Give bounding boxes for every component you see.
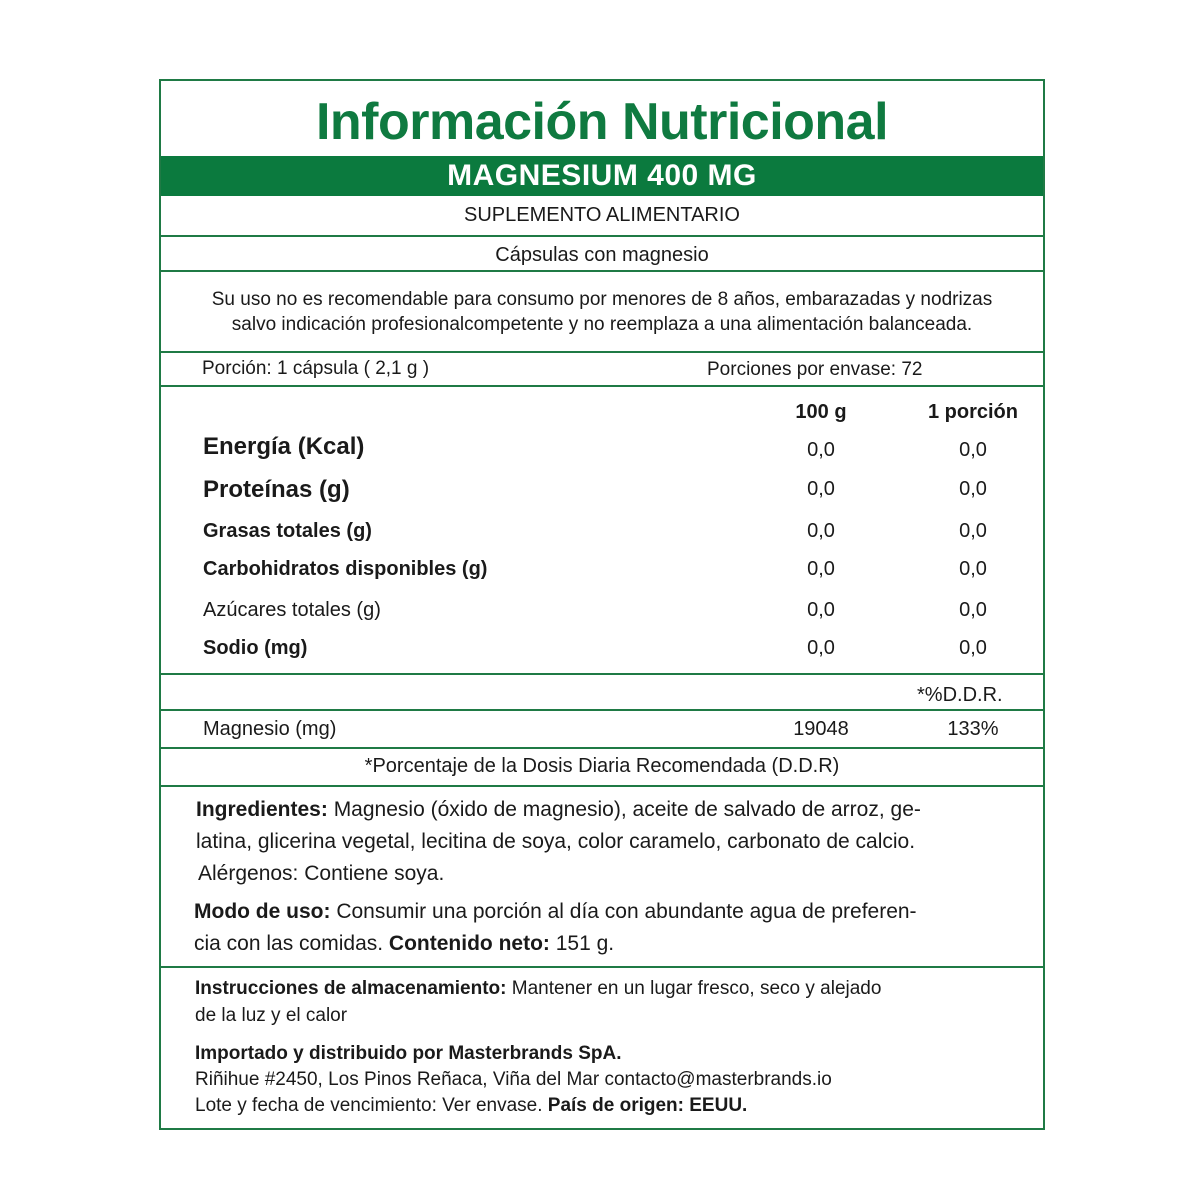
nutrient-name: Carbohidratos disponibles (g) [203, 558, 488, 580]
value-portion: 0,0 [959, 478, 987, 500]
nutrient-name: Azúcares totales (g) [203, 599, 381, 621]
divider [161, 351, 1043, 353]
value-100g: 0,0 [807, 558, 835, 580]
warning-text [161, 287, 1043, 337]
usage-text-1: Consumir una porción al día con abundante agua de preferen- [330, 900, 917, 923]
label-title: Información Nutricional [315, 93, 889, 151]
divider [161, 385, 1043, 387]
nutrient-name: Grasas totales (g) [203, 520, 372, 542]
divider [161, 709, 1043, 711]
product-category: SUPLEMENTO ALIMENTARIO [464, 204, 740, 226]
storage-text-1: Mantener en un lugar fresco, seco y alejado [506, 978, 882, 999]
usage-block [194, 896, 917, 960]
net-content-value: 151 g. [549, 932, 615, 955]
storage-block [195, 975, 881, 1029]
value-100g: 0,0 [807, 599, 835, 621]
allergens-text: Alérgenos: Contiene soya. [198, 862, 445, 885]
value-100g: 0,0 [807, 478, 835, 500]
ingredients-text-1: Magnesio (óxido de magnesio), aceite de salvado de arroz, ge- [327, 798, 921, 821]
divider [161, 673, 1043, 675]
value-portion: 0,0 [959, 637, 987, 659]
divider [161, 747, 1043, 749]
lot-expiry-text: Lote y fecha de vencimiento: Ver envase. [195, 1095, 548, 1116]
value-portion: 0,0 [959, 599, 987, 621]
usage-text-2: cia con las comidas. [194, 932, 389, 955]
column-header-100g: 100 g [795, 401, 847, 423]
value-portion: 0,0 [959, 558, 987, 580]
value-100g: 0,0 [807, 637, 835, 659]
divider [161, 785, 1043, 787]
storage-label: Instrucciones de almacenamiento: [195, 978, 507, 999]
ddr-header: *%D.D.R. [917, 684, 1003, 706]
country-of-origin: País de origen: EEUU. [547, 1095, 748, 1116]
nutrient-name: Proteínas (g) [203, 476, 350, 503]
usage-label: Modo de uso: [194, 900, 331, 923]
nutrient-name: Sodio (mg) [203, 637, 308, 659]
importer-block [195, 1041, 832, 1119]
ingredients-label: Ingredientes: [196, 798, 328, 821]
value-100g: 0,0 [807, 439, 835, 461]
product-name-band: MAGNESIUM 400 MG [161, 156, 1043, 196]
warning-line-2: salvo indicación profesionalcompetente y no reemplaza a una alimentación balanceada. [231, 314, 973, 335]
divider [161, 270, 1043, 272]
importer-name: Importado y distribuido por Masterbrands SpA. [195, 1043, 622, 1064]
ddr-percent: 133% [947, 718, 999, 740]
ddr-value: 19048 [793, 718, 849, 740]
serving-size: Porción: 1 cápsula ( 2,1 g ) [202, 358, 430, 379]
value-portion: 0,0 [959, 520, 987, 542]
nutrient-name: Energía (Kcal) [203, 433, 365, 460]
column-header-portion: 1 porción [927, 401, 1018, 423]
divider [161, 966, 1043, 968]
value-portion: 0,0 [959, 439, 987, 461]
net-content-label: Contenido neto: [388, 932, 550, 955]
importer-address: Riñihue #2450, Los Pinos Reñaca, Viña del Mar contacto@masterbrands.io [195, 1069, 832, 1090]
ingredients-text-2: latina, glicerina vegetal, lecitina de soya, color caramelo, carbonato de calcio. [196, 830, 916, 853]
storage-text-2: de la luz y el calor [195, 1005, 348, 1026]
ingredients-block [196, 794, 921, 890]
value-100g: 0,0 [807, 520, 835, 542]
warning-line-1: Su uso no es recomendable para consumo por menores de 8 años, embarazadas y nodrizas [211, 289, 993, 310]
nutrition-label [159, 79, 1045, 1130]
ddr-footnote: *Porcentaje de la Dosis Diaria Recomendada (D.D.R) [364, 755, 840, 777]
product-description: Cápsulas con magnesio [495, 244, 709, 266]
servings-per-container: Porciones por envase: 72 [707, 359, 923, 380]
ddr-nutrient: Magnesio (mg) [203, 718, 337, 740]
